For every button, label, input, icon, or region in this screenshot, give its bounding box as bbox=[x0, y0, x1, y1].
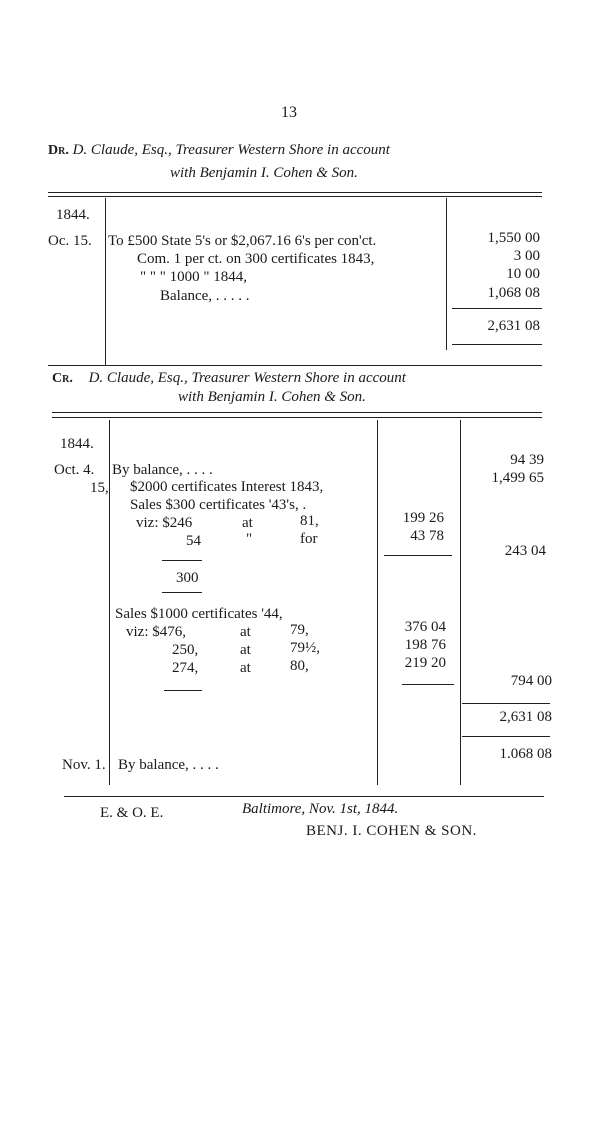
credit-amount-column-rule bbox=[460, 420, 461, 785]
credit-year: 1844. bbox=[60, 436, 94, 452]
debit-top-rule bbox=[48, 192, 542, 193]
credit-nov-amount: 1.068 08 bbox=[499, 746, 552, 762]
credit-sales44-amount-1: 376 04 bbox=[404, 619, 446, 635]
credit-sales44-at-3: at bbox=[240, 660, 251, 676]
credit-total-rule-2 bbox=[462, 736, 550, 737]
credit-sales43-viz-2: 54 bbox=[186, 533, 201, 549]
debit-line-1: To £500 State 5's or $2,067.16 6's per con'ct. bbox=[108, 233, 377, 249]
debit-bottom-rule bbox=[48, 365, 542, 366]
credit-header-line1 bbox=[52, 370, 406, 387]
credit-sales44-sum-rule bbox=[164, 690, 202, 691]
footer-initials: E. & O. E. bbox=[100, 805, 164, 821]
credit-top-rule bbox=[52, 412, 542, 413]
credit-sales43-line: Sales $300 certificates '43's, . bbox=[130, 497, 307, 513]
credit-sales44-subtotal-rule bbox=[402, 684, 454, 685]
credit-header-text: D. Claude, Esq., Treasurer Western Shore in account bbox=[88, 370, 406, 386]
debit-line-3: " " " 1000 " 1844, bbox=[140, 269, 247, 285]
page-number: 13 bbox=[281, 104, 297, 121]
debit-total-rule-2 bbox=[452, 344, 542, 345]
debit-date: Oc. 15. bbox=[48, 233, 92, 249]
credit-top-rule-2 bbox=[52, 417, 542, 418]
credit-sales43-rate-1: 81, bbox=[300, 513, 319, 529]
credit-sales43-viz-1: viz: $246 bbox=[136, 515, 193, 531]
credit-sales44-viz-3: 274, bbox=[172, 660, 199, 676]
debit-header-line1 bbox=[48, 142, 390, 159]
credit-nov-line: By balance, . . . . bbox=[118, 757, 219, 773]
credit-interest-line: $2000 certificates Interest 1843, bbox=[130, 479, 324, 495]
credit-sum-rule-2 bbox=[162, 592, 202, 593]
credit-sales44-amount-2: 198 76 bbox=[404, 637, 446, 653]
credit-sales43-at-1: at bbox=[242, 515, 253, 531]
debit-year: 1844. bbox=[56, 207, 90, 223]
credit-sales43-rate-2: for bbox=[300, 531, 318, 547]
debit-line-2: Com. 1 per ct. on 300 certificates 1843, bbox=[137, 251, 375, 267]
debit-total: 2,631 08 bbox=[487, 318, 540, 334]
debit-amount-1: 1,550 00 bbox=[487, 230, 540, 246]
credit-sales43-subtotal-rule bbox=[384, 555, 452, 556]
credit-sales44-rate-2: 79½, bbox=[290, 640, 320, 656]
credit-date-oct4: Oct. 4. bbox=[54, 462, 95, 478]
credit-sales44-rate-3: 80, bbox=[290, 658, 309, 674]
debit-total-rule bbox=[452, 308, 542, 309]
credit-nov-date: Nov. 1. bbox=[62, 757, 106, 773]
credit-sales44-at-2: at bbox=[240, 642, 251, 658]
credit-sales43-amount-2: 43 78 bbox=[410, 528, 444, 544]
credit-date-column-rule bbox=[109, 420, 110, 785]
credit-total-rule bbox=[462, 703, 550, 704]
credit-sales44-at-1: at bbox=[240, 624, 251, 640]
credit-bottom-rule bbox=[64, 796, 544, 797]
debit-amount-3: 10 00 bbox=[506, 266, 540, 282]
credit-sales44-viz-2: 250, bbox=[172, 642, 199, 658]
credit-by-balance-amount: 94 39 bbox=[510, 452, 544, 468]
debit-line-4: Balance, . . . . . bbox=[160, 288, 250, 304]
credit-inner-column-rule bbox=[377, 420, 378, 785]
debit-label: Dr. bbox=[48, 143, 69, 158]
credit-total: 2,631 08 bbox=[499, 709, 552, 725]
footer-signature: BENJ. I. COHEN & SON. bbox=[306, 823, 477, 839]
credit-sales43-at-2: " bbox=[246, 531, 253, 547]
credit-sales44-rate-1: 79, bbox=[290, 622, 309, 638]
credit-sales44-total: 794 00 bbox=[510, 673, 552, 689]
credit-sum-300: 300 bbox=[176, 570, 199, 586]
credit-sum-rule bbox=[162, 560, 202, 561]
credit-sales44-viz-1: viz: $476, bbox=[126, 624, 186, 640]
credit-header-line2: with Benjamin I. Cohen & Son. bbox=[178, 389, 366, 405]
debit-header-line2: with Benjamin I. Cohen & Son. bbox=[170, 165, 358, 181]
credit-sales43-total: 243 04 bbox=[504, 543, 546, 559]
credit-interest-amount: 1,499 65 bbox=[491, 470, 544, 486]
credit-sales43-amount-1: 199 26 bbox=[402, 510, 444, 526]
debit-amount-4: 1,068 08 bbox=[487, 285, 540, 301]
debit-amount-2: 3 00 bbox=[513, 248, 540, 264]
credit-sales44-line: Sales $1000 certificates '44, bbox=[115, 606, 283, 622]
debit-header-text: D. Claude, Esq., Treasurer Western Shore in account bbox=[72, 142, 390, 158]
credit-by-balance: By balance, . . . . bbox=[112, 462, 213, 478]
credit-label: Cr. bbox=[52, 371, 73, 386]
credit-date-15: 15, bbox=[90, 480, 109, 496]
debit-amount-column-rule bbox=[446, 198, 447, 350]
debit-top-rule-2 bbox=[48, 196, 542, 197]
footer-place-date: Baltimore, Nov. 1st, 1844. bbox=[242, 801, 399, 817]
credit-sales44-amount-3: 219 20 bbox=[404, 655, 446, 671]
debit-date-column-rule bbox=[105, 198, 106, 366]
